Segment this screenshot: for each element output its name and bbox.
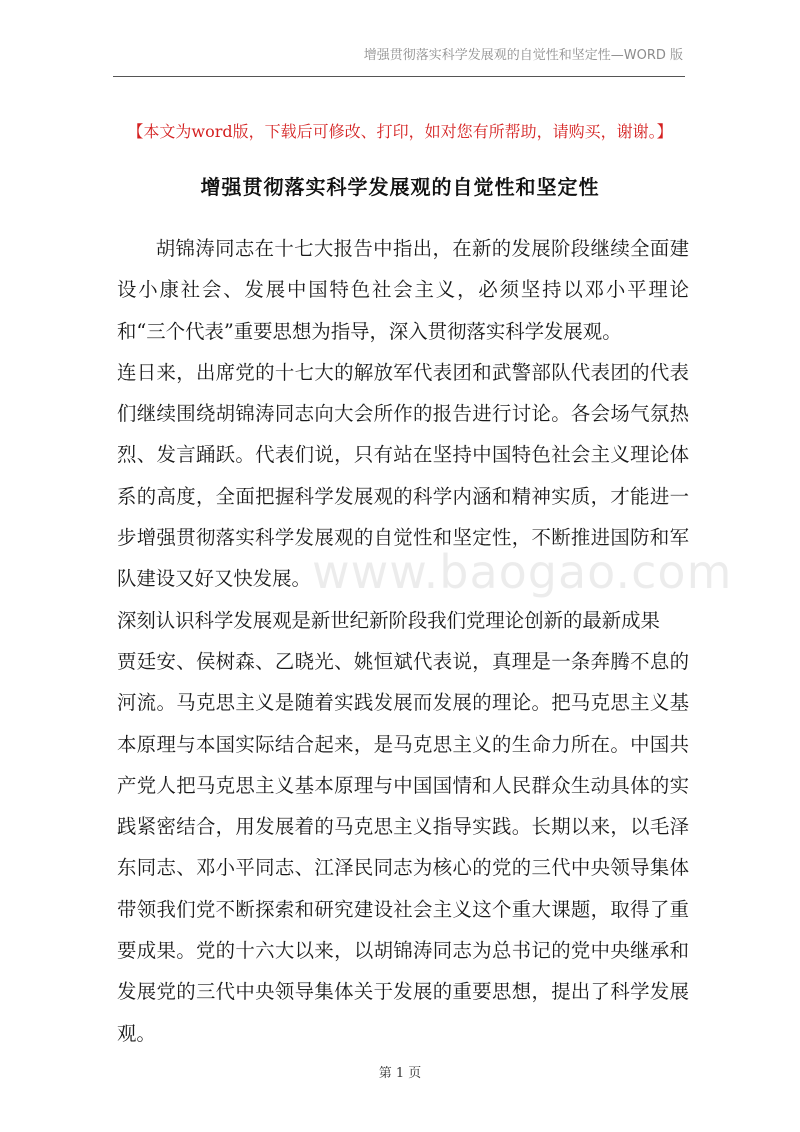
download-notice: 【本文为word版，下载后可修改、打印，如对您有所帮助，请购买，谢谢。】 [127,122,673,141]
paragraph-intro: 胡锦涛同志在十七大报告中指出，在新的发展阶段继续全面建设小康社会、发展中国特色社会主义，必须坚持以邓小平理论和“三个代表”重要思想为指导，深入贯彻落实科学发展观。 [117,237,689,343]
watermark: www.baogao.com [312,545,733,599]
running-header: 增强贯彻落实科学发展观的自觉性和坚定性—WORD 版 [363,48,683,63]
document-title: 增强贯彻落实科学发展观的自觉性和坚定性 [200,175,600,199]
header-divider [113,76,685,77]
page-number: 第 1 页 [378,1066,422,1081]
document-body [117,228,689,1054]
paragraph-delegates: 连日来，出席党的十七大的解放军代表团和武警部队代表团的代表们继续围绕胡锦涛同志向大会所作的报告进行讨论。各会场气氛热烈、发言踊跃。代表们说，只有站在坚持中国特色社会主义理论体系的高度，全面把握科学发展观的科学内涵和精神实质，才能进一步增强贯彻落实科学发展观的自觉性和坚定性，不断推进国防和军队建设又好又快发展。 [117,360,689,591]
section-heading: 深刻认识科学发展观是新世纪新阶段我们党理论创新的最新成果 [117,608,660,632]
paragraph-theory: 贾廷安、侯树森、乙晓光、姚恒斌代表说，真理是一条奔腾不息的河流。马克思主义是随着实践发展而发展的理论。把马克思主义基本原理与本国实际结合起来，是马克思主义的生命力所在。中国共产党人把马克思主义基本原理与中国国情和人民群众生动具体的实践紧密结合，用发展着的马克思主义指导实践。长期以来，以毛泽东同志、邓小平同志、江泽民同志为核心的党的三代中央领导集体带领我们党不断探索和研究建设社会主义这个重大课题，取得了重要成果。党的十六大以来，以胡锦涛同志为总书记的党中央继承和发展党的三代中央领导集体关于发展的重要思想，提出了科学发展观。 [117,649,689,1045]
